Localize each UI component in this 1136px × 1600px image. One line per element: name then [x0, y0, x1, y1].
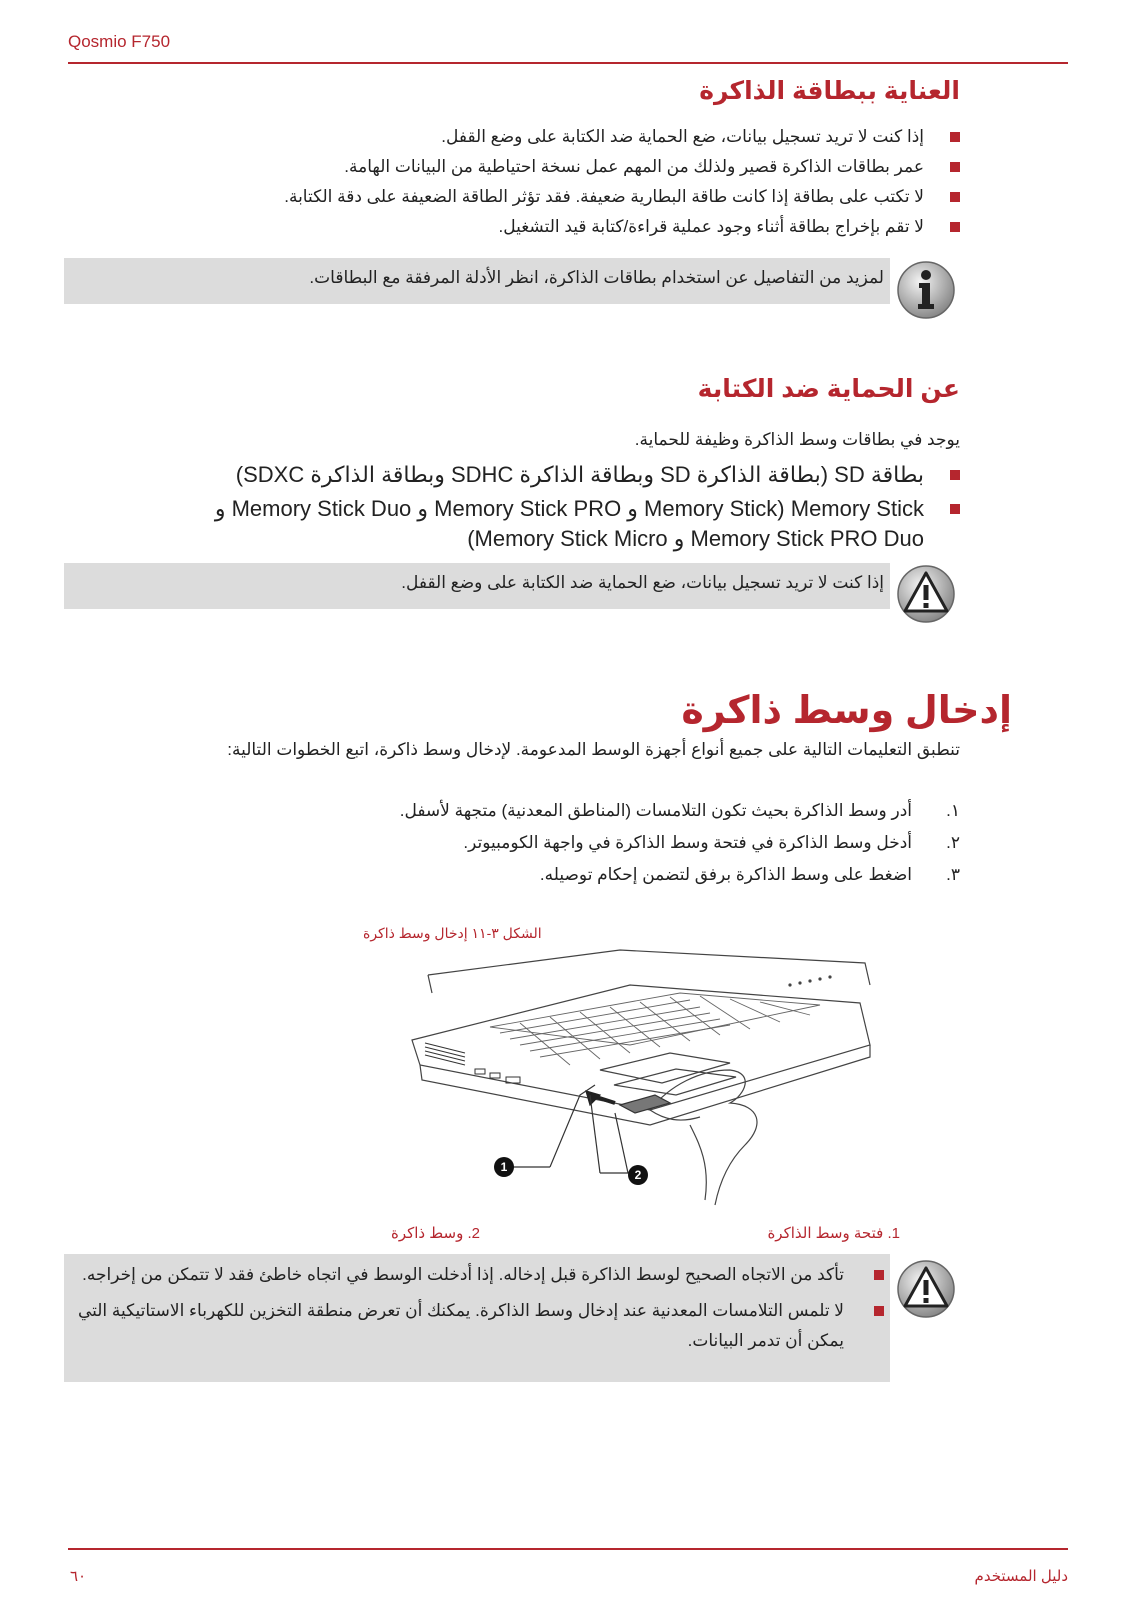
callout-2-badge: 2: [628, 1165, 648, 1185]
bullet-square-icon: [950, 132, 960, 142]
bottom-warning-box: [64, 1254, 890, 1382]
header-rule: [68, 62, 1068, 64]
bullet-square-icon: [950, 162, 960, 172]
legend-item-1: 1. فتحة وسط الذاكرة: [767, 1225, 900, 1242]
warning-icon: [895, 563, 957, 625]
section-care-heading: العناية ببطاقة الذاكرة: [699, 77, 960, 105]
bullet-square-icon: [874, 1270, 884, 1280]
list-item: عمر بطاقات الذاكرة قصير ولذلك من المهم عمل نسخة احتياطية من البيانات الهامة.: [140, 152, 960, 182]
laptop-illustration: [400, 945, 920, 1215]
bullet-square-icon: [874, 1306, 884, 1316]
warning-note: إذا كنت لا تريد تسجيل بيانات، ضع الحماية ضد الكتابة على وضع القفل.: [64, 563, 890, 609]
footer-rule: [68, 1548, 1068, 1550]
warning-bullet-list: [76, 1260, 884, 1356]
warning-icon: [895, 1258, 957, 1320]
list-item: لا تكتب على بطاقة إذا كانت طاقة البطارية ضعيفة. فقد تؤثر الطاقة الضعيفة على دقة الكتابة.: [140, 182, 960, 212]
list-item: بطاقة SD (بطاقة الذاكرة SD وبطاقة الذاكرة SDHC وبطاقة الذاكرة SDXC): [140, 460, 960, 490]
section-protect-heading: عن الحماية ضد الكتابة: [697, 375, 960, 403]
info-icon: [895, 259, 957, 321]
bullet-square-icon: [950, 222, 960, 232]
insert-steps: [140, 795, 960, 891]
step-item: ٢. أدخل وسط الذاكرة في فتحة وسط الذاكرة في واجهة الكومبيوتر.: [463, 833, 960, 852]
protect-bullet-list: [140, 460, 960, 554]
step-item: ١. أدر وسط الذاكرة بحيث تكون التلامسات (المناطق المعدنية) متجهة لأسفل.: [399, 801, 960, 820]
figure-caption: الشكل ٣-١١ إدخال وسط ذاكرة: [363, 925, 542, 941]
list-item: تأكد من الاتجاه الصحيح لوسط الذاكرة قبل إدخاله. إذا أدخلت الوسط في اتجاه خاطئ فقد لا تتمكن من إخراجه.: [76, 1260, 884, 1290]
bullet-square-icon: [950, 192, 960, 202]
step-item: ٣. اضغط على وسط الذاكرة برفق لتضمن إحكام توصيله.: [539, 865, 960, 884]
list-item: Memory Stick (Memory Stick و Memory Stick PRO و Memory Stick Duo و Memory Stick PRO Duo و Memory Stick Micro): [140, 494, 960, 554]
bullet-square-icon: [950, 504, 960, 514]
list-item: لا تلمس التلامسات المعدنية عند إدخال وسط الذاكرة. يمكنك أن تعرض منطقة التخزين للكهرباء الاستاتيكية التي يمكن أن تدمر البيانات.: [76, 1296, 884, 1356]
section-insert-heading: إدخال وسط ذاكرة: [681, 690, 1012, 732]
footer-label: دليل المستخدم: [974, 1568, 1068, 1585]
protect-intro: يوجد في بطاقات وسط الذاكرة وظيفة للحماية.: [634, 430, 960, 449]
page-number: ٦٠: [70, 1568, 87, 1585]
header-title: Qosmio F750: [68, 32, 171, 51]
list-item: لا تقم بإخراج بطاقة أثناء وجود عملية قراءة/كتابة قيد التشغيل.: [140, 212, 960, 242]
callout-1-badge: 1: [494, 1157, 514, 1177]
list-item: إذا كنت لا تريد تسجيل بيانات، ضع الحماية ضد الكتابة على وضع القفل.: [140, 122, 960, 152]
insert-intro: تنطبق التعليمات التالية على جميع أنواع أجهزة الوسط المدعومة. لإدخال وسط ذاكرة، اتبع الخطوات التالية:: [227, 740, 960, 759]
bullet-square-icon: [950, 470, 960, 480]
legend-item-2: 2. وسط ذاكرة: [390, 1225, 480, 1242]
care-bullet-list: [140, 122, 960, 242]
info-note: لمزيد من التفاصيل عن استخدام بطاقات الذاكرة، انظر الأدلة المرفقة مع البطاقات.: [64, 258, 890, 304]
